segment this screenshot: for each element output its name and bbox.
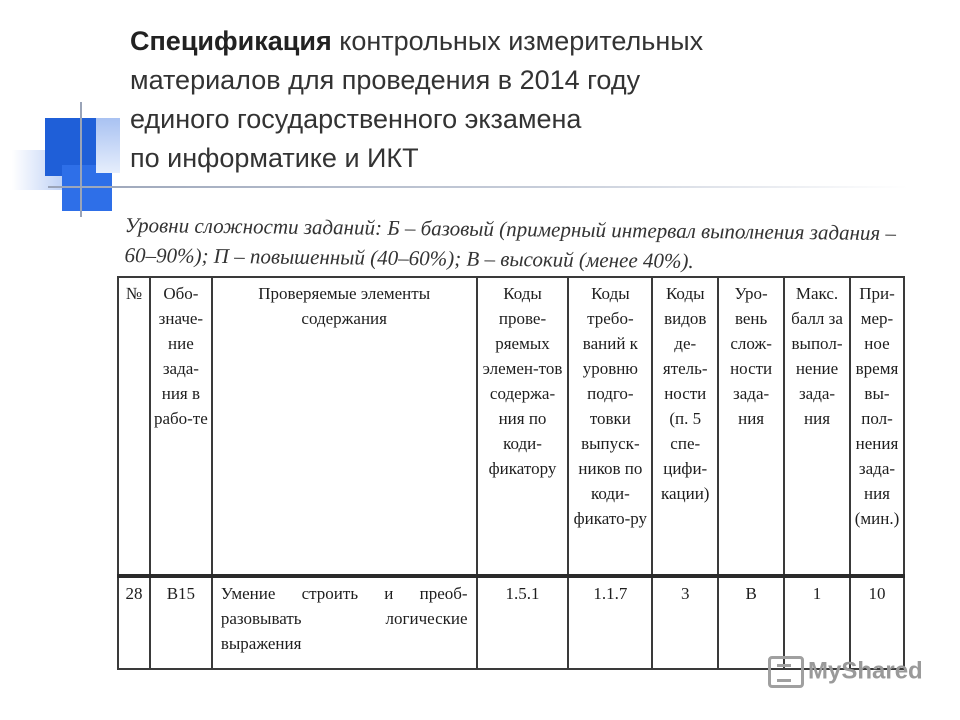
specification-table xyxy=(117,276,905,670)
watermark-text: MyShared xyxy=(808,657,923,685)
cell-activity-codes: 3 xyxy=(652,576,718,669)
header-max-score: Макс. балл за выпол-нение зада-ния xyxy=(784,277,850,576)
cell-designation: B15 xyxy=(150,576,212,669)
table-header-row xyxy=(118,277,904,576)
slide-title xyxy=(130,22,850,178)
header-requirement-codes: Коды требо-ваний к уровню подго-товки выпуск-ников по коди-фикато-ру xyxy=(568,277,652,576)
difficulty-levels-note: Уровни сложности заданий: Б – базовый (примерный интервал выполнения задания – 60–90%); П – повышенный (40–60%); В – высокий (менее 40%). xyxy=(124,212,897,273)
cell-content: Умение строить и преоб-разовывать логические выражения xyxy=(212,576,477,669)
cell-number: 28 xyxy=(118,576,150,669)
cell-level: B xyxy=(718,576,784,669)
title-line1-rest: контрольных измерительных xyxy=(331,26,704,56)
cell-max-score: 1 xyxy=(784,576,850,669)
header-content-elements: Проверяемые элементы содержания xyxy=(212,277,477,576)
title-underline xyxy=(48,186,908,188)
header-number: № xyxy=(118,277,150,576)
cell-requirement-codes: 1.1.7 xyxy=(568,576,652,669)
presentation-icon xyxy=(768,656,804,688)
header-activity-codes: Коды видов де-ятель-ности (п. 5 спе-цифи-кации) xyxy=(652,277,718,576)
title-line3: единого государственного экзамена xyxy=(130,104,582,134)
watermark-logo xyxy=(768,656,923,688)
header-content-codes: Коды прове-ряемых элемен-тов содержа-ния по коди-фикатору xyxy=(477,277,569,576)
cell-content-codes: 1.5.1 xyxy=(477,576,569,669)
title-line4: по информатике и ИКТ xyxy=(130,143,419,173)
title-bold-word: Спецификация xyxy=(130,26,332,56)
cell-time: 10 xyxy=(850,576,904,669)
header-difficulty-level: Уро-вень слож-ности зада-ния xyxy=(718,277,784,576)
title-line2: материалов для проведения в 2014 году xyxy=(130,65,641,95)
header-designation: Обо-значе-ние зада-ния в рабо-те xyxy=(150,277,212,576)
decorative-vertical-line xyxy=(80,102,82,217)
header-time: При-мер-ное время вы-пол-нения зада-ния (мин.) xyxy=(850,277,904,576)
decorative-square-pale xyxy=(96,118,120,173)
